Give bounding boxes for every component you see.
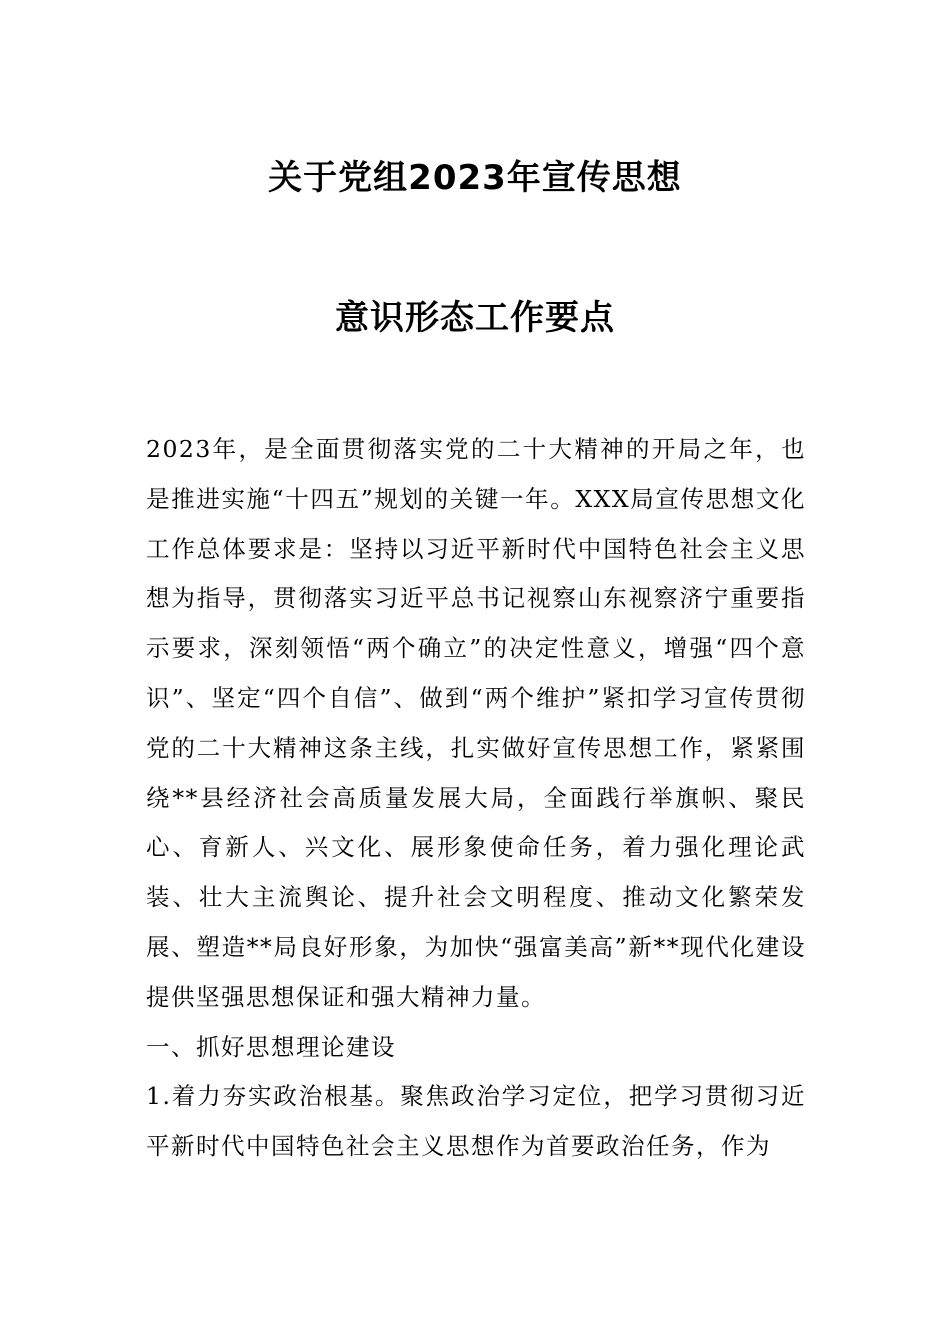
document-title-line-1: 关于党组2023年宣传思想 (268, 158, 682, 198)
document-title-line-2: 意识形态工作要点 (335, 298, 615, 338)
section-heading-1: 一、抓好思想理论建设 (146, 1032, 396, 1061)
item-1-paragraph: 1.着力夯实政治根基。聚焦政治学习定位，把学习贯彻习近平新时代中国特色社会主义思想作为首要政治任务，作为 (146, 1082, 806, 1161)
document-body (146, 425, 806, 1172)
intro-paragraph: 2023年，是全面贯彻落实党的二十大精神的开局之年，也是推进实施“十四五”规划的关键一年。XXX局宣传思想文化工作总体要求是：坚持以习近平新时代中国特色社会主义思想为指导，贯彻落实习近平总书记视察山东视察济宁重要指示要求，深刻领悟“两个确立”的决定性意义，增强“四个意识”、坚定“四个自信”、做到“两个维护”紧扣学习宣传贯彻党的二十大精神这条主线，扎实做好宣传思想工作，紧紧围绕**县经济社会高质量发展大局，全面践行举旗帜、聚民心、育新人、兴文化、展形象使命任务，着力强化理论武装、壮大主流舆论、提升社会文明程度、推动文化繁荣发展、塑造**局良好形象，为加快“强富美高”新**现代化建设提供坚强思想保证和强大精神力量。 (146, 435, 806, 1011)
